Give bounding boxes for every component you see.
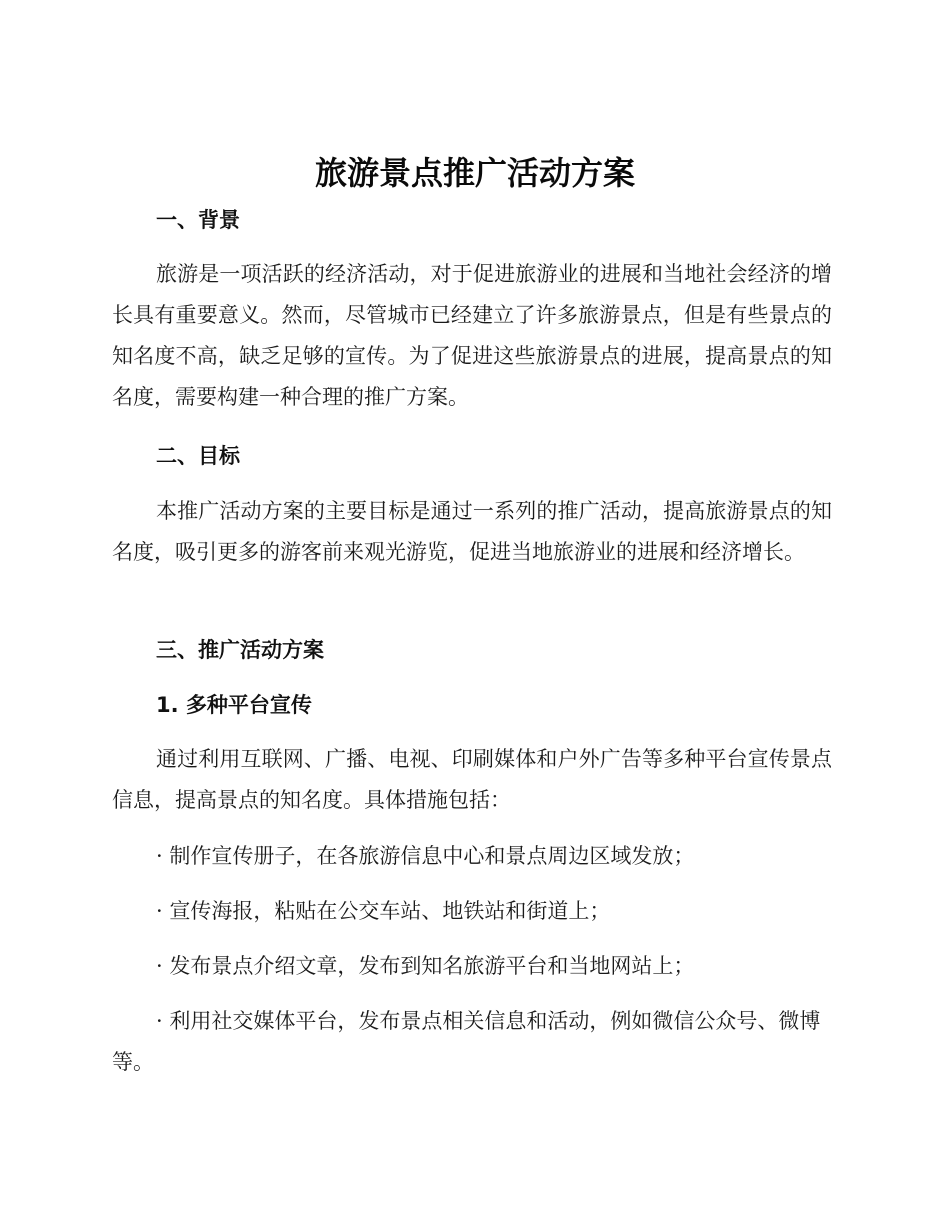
document-title: 旅游景点推广活动方案 <box>314 154 635 192</box>
section-heading-goal: 二、目标 <box>156 444 240 468</box>
section-paragraph-goal: 本推广活动方案的主要目标是通过一系列的推广活动，提高旅游景点的知名度，吸引更多的游客前来观光游览，促进当地旅游业的进展和经济增长。 <box>112 499 832 564</box>
section-heading-plan: 三、推广活动方案 <box>156 638 324 662</box>
subsection-heading-platforms: 1. 多种平台宣传 <box>156 693 312 717</box>
bullet-item: · 制作宣传册子，在各旅游信息中心和景点周边区域发放； <box>156 844 695 868</box>
subsection-paragraph-platforms: 通过利用互联网、广播、电视、印刷媒体和户外广告等多种平台宣传景点信息，提高景点的知名度。具体措施包括： <box>112 747 832 812</box>
section-paragraph-background: 旅游是一项活跃的经济活动，对于促进旅游业的进展和当地社会经济的增长具有重要意义。然而，尽管城市已经建立了许多旅游景点，但是有些景点的知名度不高，缺乏足够的宣传。为了促进这些旅游景点的进展，提高景点的知名度，需要构建一种合理的推广方案。 <box>112 262 832 409</box>
bullet-item: · 利用社交媒体平台，发布景点相关信息和活动，例如微信公众号、微博等。 <box>112 1009 821 1074</box>
bullet-item: · 发布景点介绍文章，发布到知名旅游平台和当地网站上； <box>156 954 695 978</box>
bullet-item: · 宣传海报，粘贴在公交车站、地铁站和街道上； <box>156 899 611 923</box>
section-heading-background: 一、背景 <box>156 208 240 232</box>
